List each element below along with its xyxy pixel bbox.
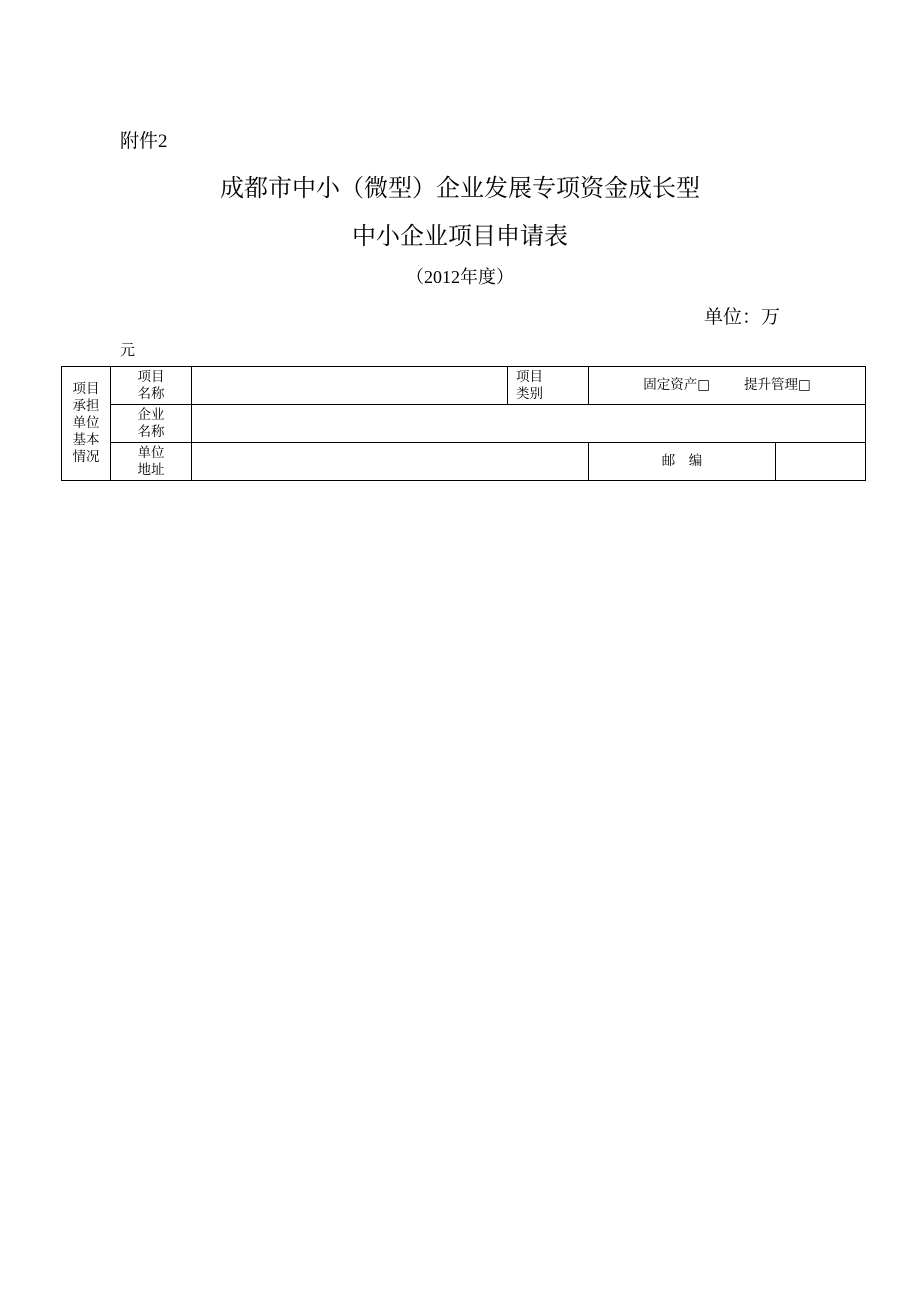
- section-label-line: 情况: [72, 449, 100, 465]
- project-name-field[interactable]: [192, 367, 508, 405]
- address-label: [111, 443, 192, 481]
- company-name-field[interactable]: [192, 405, 866, 443]
- fixed-assets-checkbox[interactable]: 固定资产□: [643, 377, 710, 393]
- fiscal-year: [0, 263, 920, 289]
- project-category-options: [589, 367, 866, 405]
- address-label-line: 单位: [137, 444, 165, 461]
- unit-label-line1: 单位：万: [704, 306, 781, 328]
- attachment-number: 2: [158, 131, 168, 152]
- fiscal-year-number: 2012: [424, 267, 460, 287]
- project-name-label-line: 名称: [137, 385, 165, 402]
- fiscal-year-open: （: [406, 267, 424, 288]
- application-form-table: [61, 366, 866, 481]
- table-row: [62, 367, 866, 405]
- table-row: [62, 443, 866, 481]
- attachment-label: [120, 126, 168, 153]
- section-label-line: 单位: [72, 415, 100, 431]
- postcode-field[interactable]: [776, 443, 866, 481]
- project-category-label-line: 类别: [516, 385, 543, 402]
- form-title-line1: 成都市中小（微型）企业发展专项资金成长型: [220, 174, 700, 202]
- attachment-label-text: 附件: [120, 130, 159, 152]
- address-field[interactable]: [192, 443, 589, 481]
- company-name-label-line: 企业: [137, 406, 165, 423]
- fiscal-year-suffix: 年度）: [460, 267, 514, 288]
- company-name-label-line: 名称: [137, 423, 165, 440]
- unit-label-line2: 元: [120, 341, 136, 359]
- section-label: [62, 367, 111, 481]
- section-label-line: 基本: [72, 432, 100, 448]
- project-name-label-line: 项目: [137, 368, 165, 385]
- address-label-line: 地址: [137, 461, 165, 478]
- project-category-label: [508, 367, 589, 405]
- management-upgrade-checkbox[interactable]: 提升管理□: [744, 377, 811, 393]
- postcode-label: 邮 编: [589, 443, 776, 481]
- section-label-line: 项目: [72, 381, 100, 397]
- project-name-label: [111, 367, 192, 405]
- table-row: [62, 405, 866, 443]
- section-label-line: 承担: [72, 398, 100, 414]
- form-title-line2: 中小企业项目申请表: [352, 222, 568, 250]
- project-category-label-line: 项目: [516, 368, 543, 385]
- company-name-label: [111, 405, 192, 443]
